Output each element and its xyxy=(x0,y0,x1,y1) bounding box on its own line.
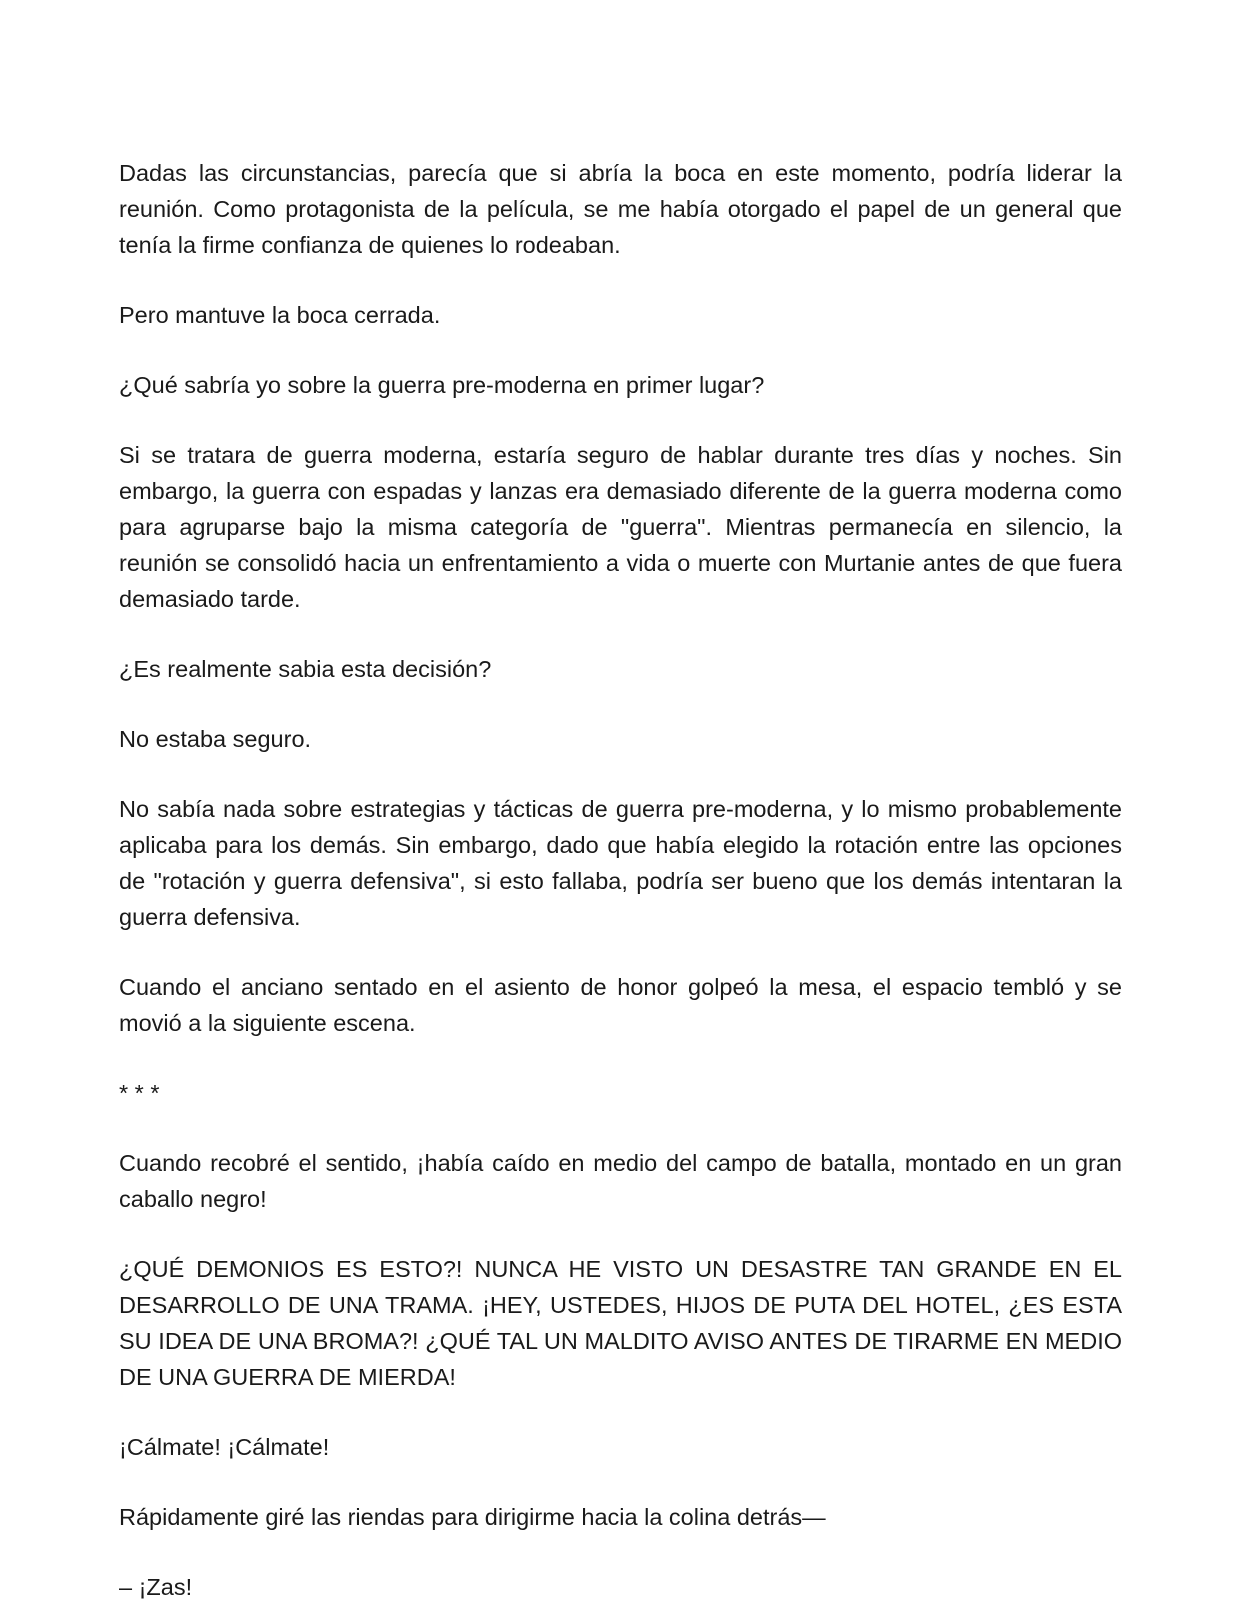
paragraph: ¿Qué sabría yo sobre la guerra pre-moderna en primer lugar? xyxy=(119,372,765,398)
paragraph: – ¡Zas! xyxy=(119,1574,193,1600)
paragraph: Rápidamente giré las riendas para dirigirme hacia la colina detrás— xyxy=(119,1504,826,1530)
paragraph: Pero mantuve la boca cerrada. xyxy=(119,302,441,328)
paragraph: Si se tratara de guerra moderna, estaría seguro de hablar durante tres días y noches. Sin embargo, la guerra con espadas y lanzas era demasiado diferente de la guerra moderna como para agruparse bajo la misma categoría de "guerra". Mientras permanecía en silencio, la reunión se consolidó hacia un enfrentamiento a vida o muerte con Murtanie antes de que fuera demasiado tarde. xyxy=(119,442,1122,612)
paragraph: Dadas las circunstancias, parecía que si abría la boca en este momento, podría liderar la reunión. Como protagonista de la película, se me había otorgado el papel de un general que tenía la firme confianza de quienes lo rodeaban. xyxy=(119,160,1122,258)
paragraph: Cuando el anciano sentado en el asiento de honor golpeó la mesa, el espacio tembló y se movió a la siguiente escena. xyxy=(119,974,1122,1036)
scene-break: * * * xyxy=(119,1080,160,1106)
document-page xyxy=(119,155,1122,1605)
paragraph: Cuando recobré el sentido, ¡había caído en medio del campo de batalla, montado en un gran caballo negro! xyxy=(119,1150,1122,1212)
paragraph: ¿QUÉ DEMONIOS ES ESTO?! NUNCA HE VISTO UN DESASTRE TAN GRANDE EN EL DESARROLLO DE UNA TRAMA. ¡HEY, USTEDES, HIJOS DE PUTA DEL HOTEL, ¿ES ESTA SU IDEA DE UNA BROMA?! ¿QUÉ TAL UN MALDITO AVISO ANTES DE TIRARME EN MEDIO DE UNA GUERRA DE MIERDA! xyxy=(119,1256,1122,1390)
paragraph: ¡Cálmate! ¡Cálmate! xyxy=(119,1434,330,1460)
paragraph: ¿Es realmente sabia esta decisión? xyxy=(119,656,492,682)
paragraph: No sabía nada sobre estrategias y tácticas de guerra pre-moderna, y lo mismo probablemente aplicaba para los demás. Sin embargo, dado que había elegido la rotación entre las opciones de "rotación y guerra defensiva", si esto fallaba, podría ser bueno que los demás intentaran la guerra defensiva. xyxy=(119,796,1122,930)
paragraph: No estaba seguro. xyxy=(119,726,312,752)
